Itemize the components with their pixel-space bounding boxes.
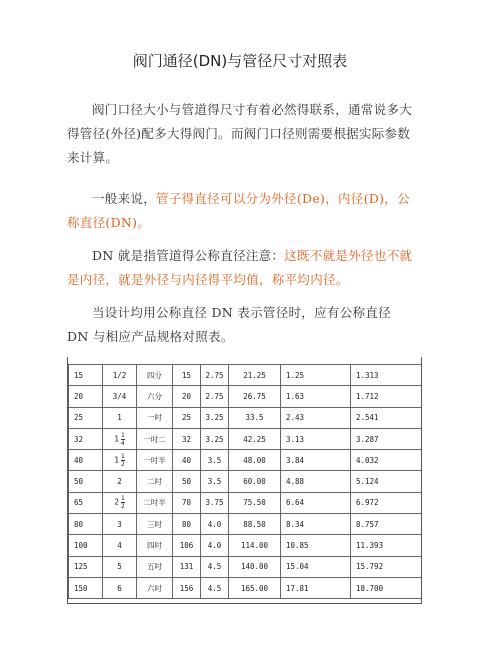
inch-fraction bbox=[121, 432, 125, 447]
table-cell-c8: 4.032 bbox=[351, 450, 422, 471]
paragraph-diameter-types-lead: 一般来说， bbox=[92, 191, 157, 206]
table-cell-c6: 140.00 bbox=[229, 556, 281, 577]
table-cell-c8: 2.541 bbox=[351, 407, 422, 428]
table-cell-fen: 五吋 bbox=[137, 556, 173, 577]
table-cell-inch: 4 bbox=[103, 535, 137, 556]
table-cell-dn: 150 bbox=[69, 577, 103, 598]
table-cell-c5: 4.5 bbox=[201, 577, 229, 598]
table-cell-c7: 10.85 bbox=[281, 535, 351, 556]
inch-whole: 2 bbox=[114, 497, 119, 507]
table-cell-c7: 4.88 bbox=[281, 471, 351, 492]
paragraph-dn-definition-lead: DN 就是指管道得公称直径注意： bbox=[92, 248, 285, 263]
paragraph-dn-definition-highlight: 这既不就是外径也不就是内径，就是外径与内径得平均值，称平均内径。 bbox=[67, 248, 413, 287]
table-cell-c5: 3.25 bbox=[201, 428, 229, 449]
table-cell-od: 50 bbox=[173, 471, 201, 492]
fraction-denominator: 4 bbox=[120, 439, 125, 447]
table-cell-od: 156 bbox=[173, 577, 201, 598]
table-cell-c8: 1.313 bbox=[351, 365, 422, 386]
table-cell-c6: 26.75 bbox=[229, 386, 281, 407]
inch-fraction bbox=[121, 453, 125, 468]
table-cell-fen: 四分 bbox=[137, 365, 173, 386]
fraction-denominator: 2 bbox=[120, 460, 125, 468]
table-cell-c6: 48.00 bbox=[229, 450, 281, 471]
table-row bbox=[69, 450, 422, 471]
table-cell-dn: 80 bbox=[69, 514, 103, 535]
table-cell-c8: 6.972 bbox=[351, 492, 422, 513]
fraction-numerator: 1 bbox=[120, 431, 125, 439]
table-cell-fen: 四吋 bbox=[137, 535, 173, 556]
table-row bbox=[69, 577, 422, 598]
table-cell-c6: 165.00 bbox=[229, 577, 281, 598]
table-cell-c8: 15.792 bbox=[351, 556, 422, 577]
table-row bbox=[69, 365, 422, 386]
table-cell-inch: 3/4 bbox=[103, 386, 137, 407]
table-cell-c7: 1.63 bbox=[281, 386, 351, 407]
table-cell-od: 106 bbox=[173, 535, 201, 556]
table-cell-c8: 8.757 bbox=[351, 514, 422, 535]
table-cell-c7: 8.34 bbox=[281, 514, 351, 535]
table-cell-c5: 4.0 bbox=[201, 514, 229, 535]
table-cell-c5: 3.25 bbox=[201, 407, 229, 428]
table-cell-dn: 20 bbox=[69, 386, 103, 407]
table-cell-c5: 2.75 bbox=[201, 386, 229, 407]
fraction-denominator: 2 bbox=[120, 503, 125, 511]
table-cell-inch: 6 bbox=[103, 577, 137, 598]
table-cell-c7: 1.25 bbox=[281, 365, 351, 386]
table-cell-dn: 25 bbox=[69, 407, 103, 428]
table-cell-c7: 3.84 bbox=[281, 450, 351, 471]
table-cell-dn: 65 bbox=[69, 492, 103, 513]
table-cell-c8: 3.287 bbox=[351, 428, 422, 449]
table-cell-c6: 75.50 bbox=[229, 492, 281, 513]
table-cell-inch: 1/2 bbox=[103, 365, 137, 386]
table-cell-dn: 40 bbox=[69, 450, 103, 471]
table-cell-od: 80 bbox=[173, 514, 201, 535]
table-row bbox=[69, 428, 422, 449]
table-cell-fen: 六吋 bbox=[137, 577, 173, 598]
table-row bbox=[69, 471, 422, 492]
table-cell-od: 40 bbox=[173, 450, 201, 471]
table-cell-c8: 18.700 bbox=[351, 577, 422, 598]
paragraph-table-intro-text: 当设计均用公称直径 DN 表示管径时，应有公称直径 DN 与相应产品规格对照表。 bbox=[67, 305, 391, 344]
table-cell-c6: 60.00 bbox=[229, 471, 281, 492]
paragraph-diameter-types bbox=[67, 187, 415, 235]
table-cell-c5: 4.5 bbox=[201, 556, 229, 577]
table-row bbox=[69, 492, 422, 513]
table-row bbox=[69, 514, 422, 535]
size-table-image bbox=[67, 357, 422, 604]
table-cell-inch: 2 bbox=[103, 471, 137, 492]
table-cell-fen: 二吋 bbox=[137, 471, 173, 492]
inch-fraction bbox=[121, 495, 125, 510]
table-cell-fen: 六分 bbox=[137, 386, 173, 407]
table-cell-inch: 3 bbox=[103, 514, 137, 535]
table-cell-fen: 三吋 bbox=[137, 514, 173, 535]
table-cell-c7: 6.64 bbox=[281, 492, 351, 513]
table-cell-c7: 3.13 bbox=[281, 428, 351, 449]
table-cell-fen: 一吋二 bbox=[137, 428, 173, 449]
table-cell-c5: 3.5 bbox=[201, 450, 229, 471]
table-row bbox=[69, 535, 422, 556]
table-cell-inch bbox=[103, 492, 137, 513]
paragraph-dn-definition bbox=[67, 244, 415, 292]
table-cell-od: 15 bbox=[173, 365, 201, 386]
table-row bbox=[69, 386, 422, 407]
paragraph-diameter-types-highlight: 管子得直径可以分为外径(De)，内径(D)，公称直径(DN)。 bbox=[67, 191, 410, 230]
table-cell-dn: 125 bbox=[69, 556, 103, 577]
table-cell-inch bbox=[103, 450, 137, 471]
table-cell-od: 32 bbox=[173, 428, 201, 449]
paragraph-table-intro bbox=[67, 301, 415, 349]
table-cell-fen: 一吋 bbox=[137, 407, 173, 428]
table-cell-dn: 15 bbox=[69, 365, 103, 386]
inch-whole: 1 bbox=[114, 434, 119, 444]
table-cell-c8: 5.124 bbox=[351, 471, 422, 492]
inch-whole: 1 bbox=[114, 455, 119, 465]
table-cell-c5: 3.5 bbox=[201, 471, 229, 492]
table-cell-c6: 21.25 bbox=[229, 365, 281, 386]
paragraph-intro bbox=[67, 98, 415, 170]
table-cell-c5: 2.75 bbox=[201, 365, 229, 386]
table-cell-dn: 50 bbox=[69, 471, 103, 492]
table-cell-c8: 11.393 bbox=[351, 535, 422, 556]
size-table-body bbox=[69, 365, 422, 599]
table-cell-c7: 17.81 bbox=[281, 577, 351, 598]
table-cell-fen: 一吋半 bbox=[137, 450, 173, 471]
fraction-numerator: 1 bbox=[120, 495, 125, 503]
table-cell-c6: 88.50 bbox=[229, 514, 281, 535]
table-cell-c5: 3.75 bbox=[201, 492, 229, 513]
table-cell-dn: 100 bbox=[69, 535, 103, 556]
table-cell-c7: 15.04 bbox=[281, 556, 351, 577]
table-cell-c8: 1.712 bbox=[351, 386, 422, 407]
table-cell-inch: 5 bbox=[103, 556, 137, 577]
paragraph-intro-text: 阀门口径大小与管道得尺寸有着必然得联系，通常说多大得管径(外径)配多大得阀门。而阀门口径则需要根据实际参数来计算。 bbox=[67, 102, 413, 165]
table-row bbox=[69, 556, 422, 577]
table-cell-c6: 42.25 bbox=[229, 428, 281, 449]
table-cell-dn: 32 bbox=[69, 428, 103, 449]
document-title: 阀门通径(DN)与管径尺寸对照表 bbox=[132, 52, 348, 70]
table-cell-fen: 二吋半 bbox=[137, 492, 173, 513]
size-table bbox=[68, 364, 422, 599]
table-cell-c6: 114.00 bbox=[229, 535, 281, 556]
fraction-numerator: 1 bbox=[120, 452, 125, 460]
table-cell-inch bbox=[103, 428, 137, 449]
table-cell-inch: 1 bbox=[103, 407, 137, 428]
table-cell-od: 20 bbox=[173, 386, 201, 407]
table-cell-c5: 4.0 bbox=[201, 535, 229, 556]
table-cell-c7: 2.43 bbox=[281, 407, 351, 428]
table-cell-od: 131 bbox=[173, 556, 201, 577]
table-row bbox=[69, 407, 422, 428]
table-cell-od: 70 bbox=[173, 492, 201, 513]
table-cell-c6: 33.5 bbox=[229, 407, 281, 428]
table-cell-od: 25 bbox=[173, 407, 201, 428]
